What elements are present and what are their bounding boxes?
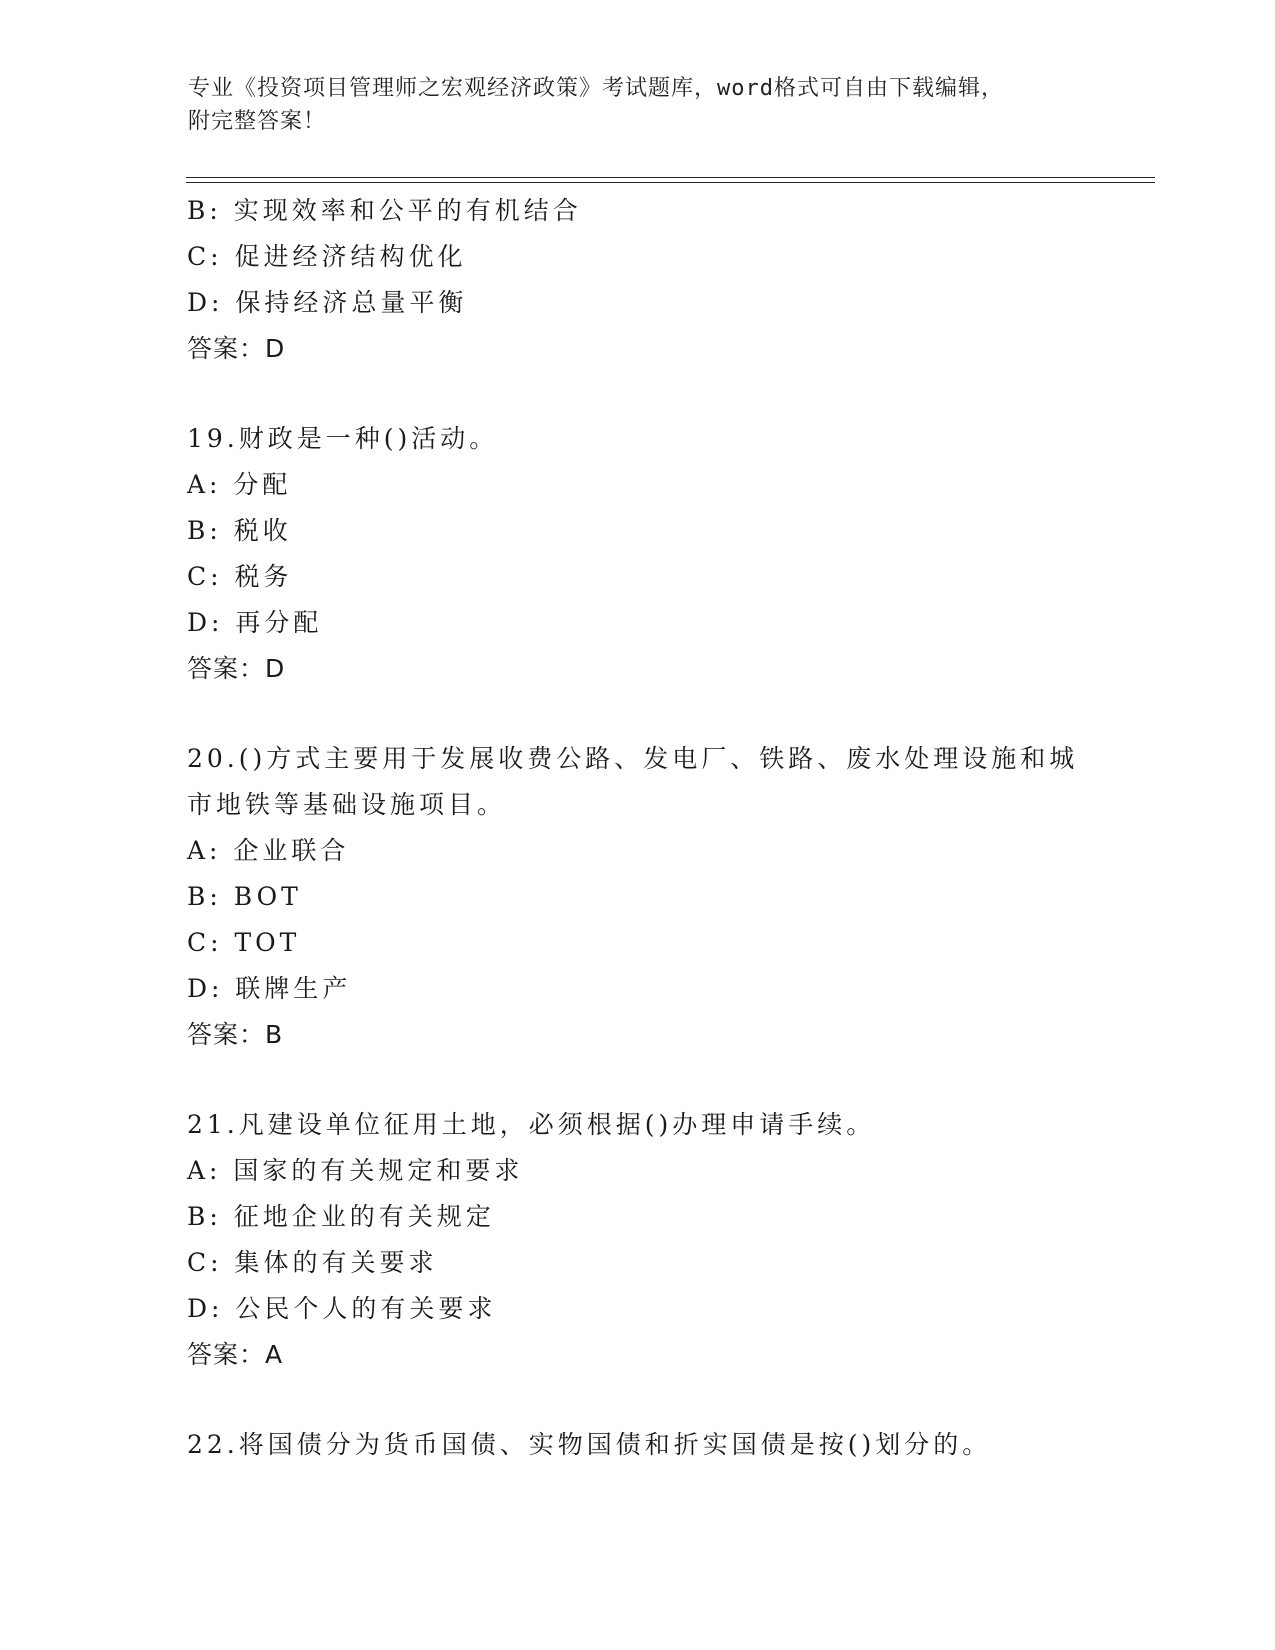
question-stem-continued: 市地铁等基础设施项目。 (187, 790, 507, 819)
option-c: C: 促进经济结构优化 (187, 242, 467, 271)
question-stem: 19.财政是一种()活动。 (187, 424, 499, 453)
option-c: C: 集体的有关要求 (187, 1248, 438, 1277)
answer: 答案：A (187, 1340, 284, 1369)
option-a: A: 分配 (187, 470, 292, 499)
option-a: A: 企业联合 (187, 836, 350, 865)
header-line-1: 专业《投资项目管理师之宏观经济政策》考试题库，word格式可自由下载编辑， (188, 76, 1004, 101)
question-stem: 22.将国债分为货币国债、实物国债和折实国债是按()划分的。 (187, 1430, 992, 1459)
option-d: D: 联牌生产 (187, 974, 352, 1003)
option-a: A: 国家的有关规定和要求 (187, 1156, 524, 1185)
option-d: D: 再分配 (187, 608, 323, 637)
question-22 (187, 1422, 1087, 1468)
spacer (187, 1058, 1087, 1102)
option-b: B: BOT (187, 882, 302, 911)
spacer (187, 692, 1087, 736)
question-20 (187, 736, 1087, 1058)
spacer (187, 372, 1087, 416)
option-b: B: 实现效率和公平的有机结合 (187, 196, 582, 225)
header-rule-top (186, 177, 1155, 178)
option-d: D: 保持经济总量平衡 (187, 288, 468, 317)
option-b: B: 税收 (187, 516, 292, 545)
question-list (187, 188, 1087, 1468)
question-stem: 20.()方式主要用于发展收费公路、发电厂、铁路、废水处理设施和城 (187, 744, 1079, 773)
header-line-2: 附完整答案！ (188, 109, 327, 134)
answer: 答案：B (187, 1020, 284, 1049)
question-21 (187, 1102, 1087, 1378)
option-b: B: 征地企业的有关规定 (187, 1202, 495, 1231)
document-header (188, 72, 1068, 138)
header-rule-bottom (186, 182, 1155, 183)
question-stem: 21.凡建设单位征用土地，必须根据()办理申请手续。 (187, 1110, 876, 1139)
option-c: C: 税务 (187, 562, 293, 591)
option-d: D: 公民个人的有关要求 (187, 1294, 497, 1323)
question-19 (187, 416, 1087, 692)
spacer (187, 1378, 1087, 1422)
answer: 答案：D (187, 334, 286, 363)
answer: 答案：D (187, 654, 286, 683)
option-c: C: TOT (187, 928, 301, 957)
question-18-fragment (187, 188, 1087, 372)
